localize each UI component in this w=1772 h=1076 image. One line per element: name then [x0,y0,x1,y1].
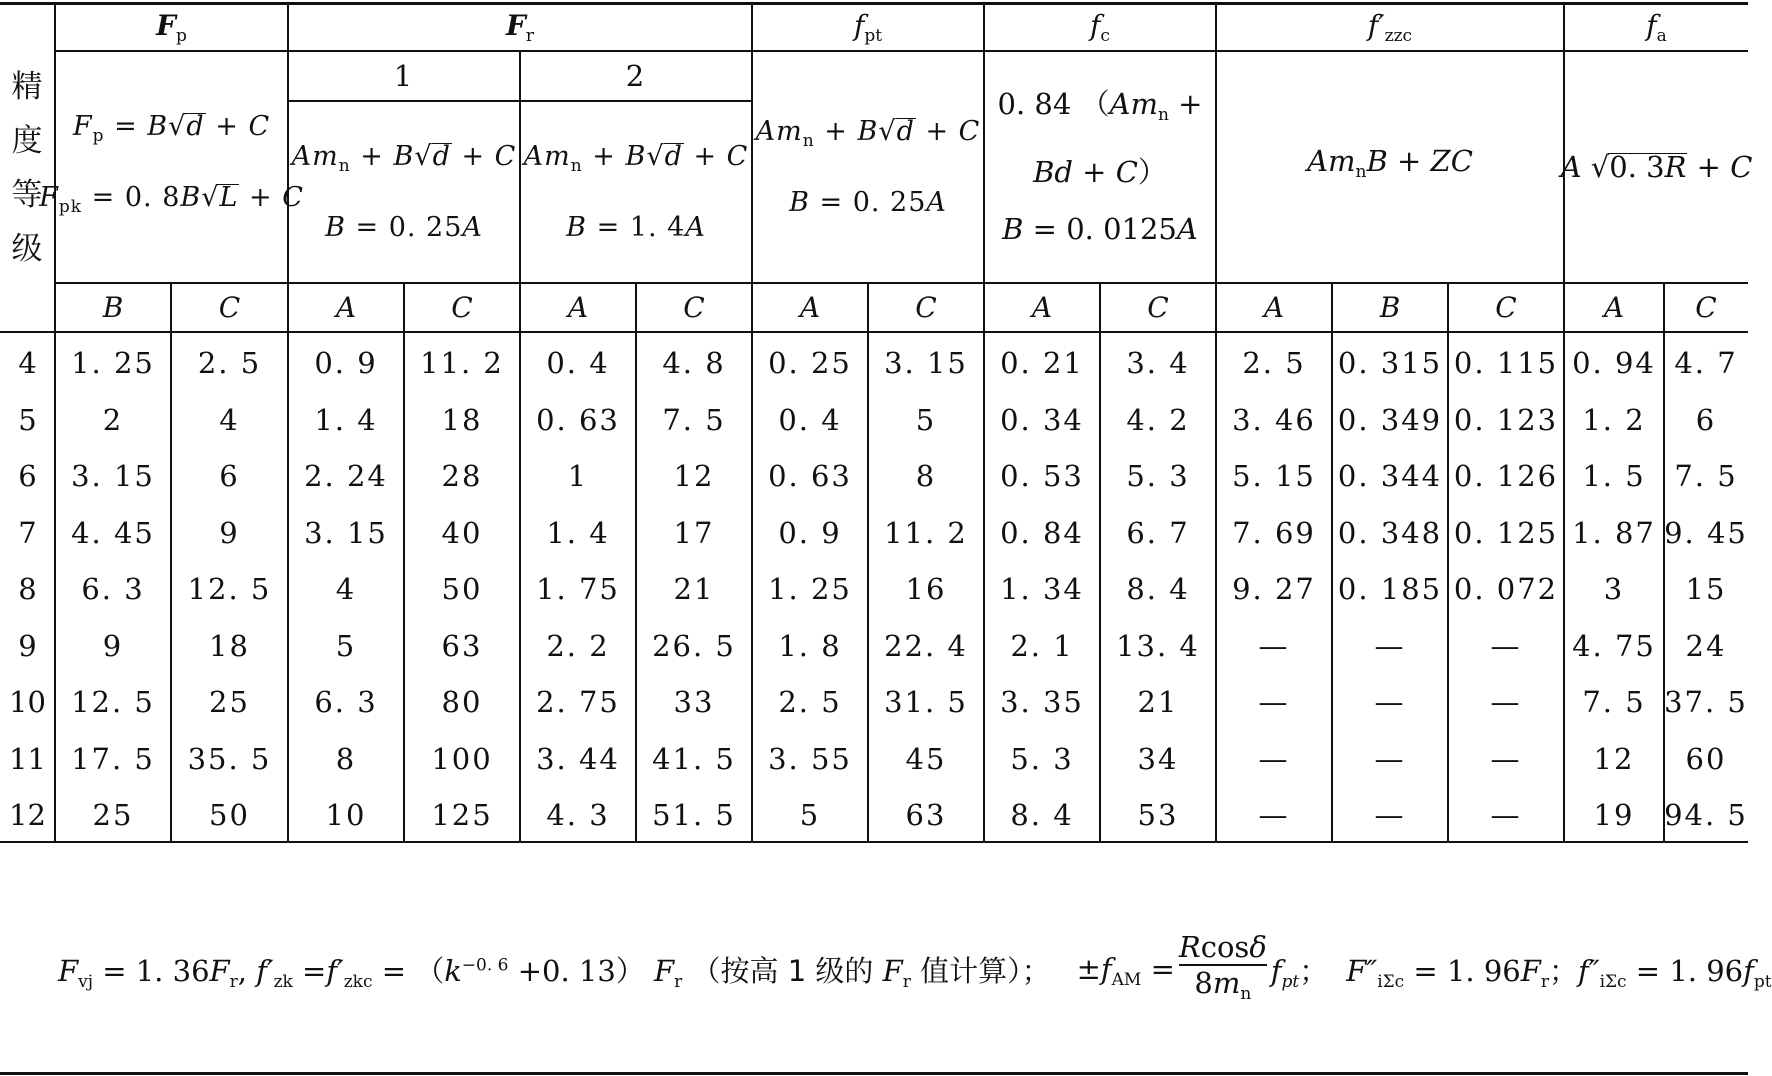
table-cell: 2. 75 [536,685,620,720]
table-cell: 0. 123 [1453,402,1559,437]
table-cell: — [1258,798,1290,833]
table-cell: 2. 24 [304,459,388,494]
table-cell: 1. 2 [1582,402,1646,437]
footnote-fraction: $\frac{Rcos\delta}{8m_n}$ [1178,930,1267,1004]
table-cell: 63 [441,628,483,663]
coef-header-cell: C [683,291,705,324]
formula-fpt-line1: $Am_n + B√d + C$ [755,115,981,151]
table-cell: — [1374,628,1406,663]
table-cell: 1. 87 [1572,515,1656,550]
table-cell: 1. 8 [778,628,842,663]
table-cell: 125 [431,798,493,833]
formula-fp-line1: $F_p = B√d + C$ [72,111,271,146]
table-cell: 9. 45 [1664,515,1748,550]
table-cell: 4. 7 [1674,346,1738,381]
table-cell: 11. 2 [884,515,968,550]
table-cell: 2. 5 [1242,346,1306,381]
table-cell: 3 [1603,572,1625,607]
table-cell: 3. 4 [1126,346,1190,381]
table-cell: 18 [441,402,483,437]
table-cell: 0. 349 [1337,402,1443,437]
table-cell: 8 [915,459,937,494]
fr-variant-1: 1 [393,59,415,93]
table-cell: 53 [1137,798,1179,833]
table-cell: 12. 5 [71,685,155,720]
table-cell: — [1374,798,1406,833]
table-cell: 0. 9 [778,515,842,550]
table-cell: 0. 344 [1337,459,1443,494]
table-cell: 1. 25 [71,346,155,381]
header-char: 等 [11,177,43,213]
table-cell: 51. 5 [652,798,736,833]
table-cell: 94. 5 [1664,798,1748,833]
grade-cell: 6 [18,459,37,494]
table-cell: 9. 27 [1232,572,1316,607]
coef-header-cell: B [1379,291,1401,324]
table-cell: 5. 15 [1232,459,1316,494]
coef-header-cell: C [1147,291,1169,324]
table-cell: 6. 7 [1126,515,1190,550]
rule-bottom [0,1072,1748,1075]
formula-fr2-line1: $Am_n + B√d + C$ [523,140,749,176]
table-cell: — [1258,741,1290,776]
table-cell: 5 [335,628,357,663]
formula-fpt [753,52,983,282]
table-cell: 3. 15 [884,346,968,381]
table-cell: 19 [1593,798,1635,833]
table-cell: 2. 5 [778,685,842,720]
table-cell: 3. 55 [768,741,852,776]
table-cell: 21 [673,572,715,607]
table-cell: 7. 69 [1232,515,1316,550]
table-cell: 0. 63 [768,459,852,494]
coef-header-cell: A [1031,291,1053,324]
table-cell: 6 [219,459,240,494]
table-cell: 1. 75 [536,572,620,607]
formula-fc [985,52,1215,282]
grade-cell: 10 [9,685,46,720]
table-cell: 100 [431,741,493,776]
table-cell: 33 [673,685,715,720]
table-cell: 16 [905,572,947,607]
grade-cell: 12 [9,798,46,833]
group-header-fp: $F_p$ [156,9,187,46]
table-cell: — [1258,628,1290,663]
table-cell: 1. 25 [768,572,852,607]
formula-fr1-line2: B = 0. 25A [325,211,483,243]
table-cell: 7. 5 [1582,685,1646,720]
rule-body-top [0,331,1748,333]
table-cell: 0. 63 [536,402,620,437]
table-cell: 1. 34 [1000,572,1084,607]
group-header-fzzc: $f'_{zzc}$ [1367,9,1413,46]
table-cell: 5 [799,798,821,833]
table-cell: 6. 3 [81,572,145,607]
formula-fc-line1: 0. 84 （$Am_n$ + [997,87,1203,125]
table-cell: 0. 21 [1000,346,1084,381]
table-cell: 1. 4 [546,515,610,550]
header-char: 度 [11,123,43,159]
table-cell: 45 [905,741,947,776]
table-cell: 0. 348 [1337,515,1443,550]
header-char: 精 [11,69,43,105]
coef-header-cell: C [1495,291,1517,324]
table-cell: 21 [1137,685,1179,720]
table-cell: — [1374,741,1406,776]
table-cell: 25 [92,798,134,833]
table-cell: 5. 3 [1010,741,1074,776]
coef-header-cell: A [335,291,357,324]
group-header-fa: $f_a$ [1646,9,1667,46]
table-cell: 4. 8 [662,346,726,381]
grade-cell: 4 [18,346,37,381]
table-cell: 2. 2 [546,628,610,663]
table-cell: 0. 53 [1000,459,1084,494]
table-cell: 2. 5 [197,346,262,381]
table-cell: — [1490,741,1522,776]
grade-cell: 8 [18,572,37,607]
table-cell: 50 [209,798,250,833]
table-cell: 6. 3 [314,685,378,720]
table-cell: 0. 94 [1572,346,1656,381]
coef-header-cell: C [451,291,473,324]
table-cell: 0. 115 [1453,346,1559,381]
coef-header-cell: C [1695,291,1717,324]
table-cell: 7. 5 [662,402,726,437]
table-cell: 50 [441,572,483,607]
grade-cell: 5 [18,402,37,437]
footnote: $F_{vj} = 1$. $36F_r$, $f'_{zk} =f'_{zkc} = (k^{-0. 6} +0$. 13） $F_r$ （按高 1 级的 $F_r$ 值计算）； $\pm f_{AM}$ = $\frac{Rcos\delta}{8m_n}$ $f_{pt}$； $F''_{i\Sigma c} = 1$. $96F_r$；$f''_{i\Sigma c} = 1$. $96f_{pt}$ [58,930,1772,1011]
table-cell: 0. 25 [768,346,852,381]
table-cell: 22. 4 [884,628,968,663]
grade-cell: 9 [18,628,37,663]
table-cell: 8 [335,741,357,776]
table-cell: 0. 315 [1337,346,1443,381]
table-cell: — [1258,685,1290,720]
coef-header-cell: A [567,291,589,324]
formula-fr1-line1: $Am_n + B√d + C$ [291,140,517,176]
table-cell: 10 [325,798,367,833]
header-char: 级 [11,231,43,267]
table-cell: 0. 4 [546,346,610,381]
table-cell: 63 [905,798,947,833]
table-cell: 0. 125 [1453,515,1559,550]
table-cell: 12 [673,459,715,494]
group-header-fr: $F_r$ [505,9,535,46]
table-cell: 12 [1593,741,1635,776]
table-cell: 4 [335,572,357,607]
table-cell: 25 [209,685,250,720]
table-cell: 0. 072 [1453,572,1559,607]
formula-fr2 [521,102,751,282]
table-cell: 60 [1685,741,1727,776]
table-cell: 26. 5 [652,628,736,663]
table-cell: 9 [102,628,124,663]
table-cell: 15 [1685,572,1727,607]
table-cell: 4 [219,402,240,437]
table-cell: 24 [1685,628,1727,663]
table-cell: 41. 5 [652,741,736,776]
table-cell: 4. 3 [546,798,610,833]
table-cell: 80 [441,685,483,720]
table-cell: 0. 34 [1000,402,1084,437]
table-cell: 40 [441,515,483,550]
table-cell: 28 [441,459,483,494]
table-cell: — [1490,798,1522,833]
table-cell: 5 [915,402,937,437]
table-cell: 18 [209,628,250,663]
table-cell: 2 [102,402,124,437]
table-cell: 5. 3 [1126,459,1190,494]
coef-header-cell: B [102,291,124,324]
formula-fp-line2: $F_{pk} = 0$. 8B√L + C [39,182,304,217]
fr-variant-2: 2 [625,59,647,93]
table-cell: 2. 1 [1010,628,1074,663]
table-cell: 3. 15 [304,515,388,550]
table-cell: 34 [1137,741,1179,776]
coef-header-cell: C [218,291,241,324]
group-header-fc: $f_c$ [1090,9,1110,46]
formula-fp [39,52,304,282]
table-cell: 4. 45 [71,515,155,550]
table-cell: 11. 2 [420,346,504,381]
table-cell: 8. 4 [1010,798,1074,833]
table-cell: 3. 44 [536,741,620,776]
coef-header-cell: A [1263,291,1285,324]
table-cell: 35. 5 [187,741,272,776]
coef-header-cell: A [1603,291,1625,324]
table-cell: 4. 75 [1572,628,1656,663]
table-cell: 37. 5 [1664,685,1748,720]
grade-cell: 11 [9,741,46,776]
formula-fr2-line2: B = 1. 4A [566,211,706,243]
table-cell: 1. 5 [1582,459,1646,494]
table-cell: 17 [673,515,715,550]
table-cell: — [1490,628,1522,663]
table-cell: 7. 5 [1674,459,1738,494]
table-cell: 6 [1695,402,1717,437]
table-cell: 0. 84 [1000,515,1084,550]
table-cell: 13. 4 [1116,628,1200,663]
table-cell: — [1490,685,1522,720]
formula-fc-line2: Bd + C） [1033,155,1167,189]
table-cell: 3. 35 [1000,685,1084,720]
table-cell: 0. 185 [1337,572,1443,607]
table-cell: 8. 4 [1126,572,1190,607]
table-cell: — [1374,685,1406,720]
coef-header-cell: C [915,291,937,324]
table-cell: 4. 2 [1126,402,1190,437]
table-cell: 17. 5 [71,741,155,776]
formula-fr1 [289,102,519,282]
table-cell: 0. 126 [1453,459,1559,494]
table-cell: 0. 9 [314,346,378,381]
table-cell: 31. 5 [884,685,968,720]
table-cell: 9 [219,515,240,550]
formula-fzzc: $Am_nB$ + ZC [1307,144,1473,182]
table-cell: 3. 15 [71,459,155,494]
table-cell: 1 [567,459,589,494]
coef-header-cell: A [799,291,821,324]
table-cell: 3. 46 [1232,402,1316,437]
group-header-fpt: $f_{pt}$ [853,9,883,46]
formula-fa: A √0. 3R + C [1560,149,1753,184]
grade-cell: 7 [18,515,37,550]
formula-fpt-line2: B = 0. 25A [789,186,947,218]
table-cell: 1. 4 [314,402,378,437]
formula-fc-line3: B = 0. 0125A [1002,212,1198,246]
table-cell: 0. 4 [778,402,842,437]
table-cell: 12. 5 [187,572,272,607]
